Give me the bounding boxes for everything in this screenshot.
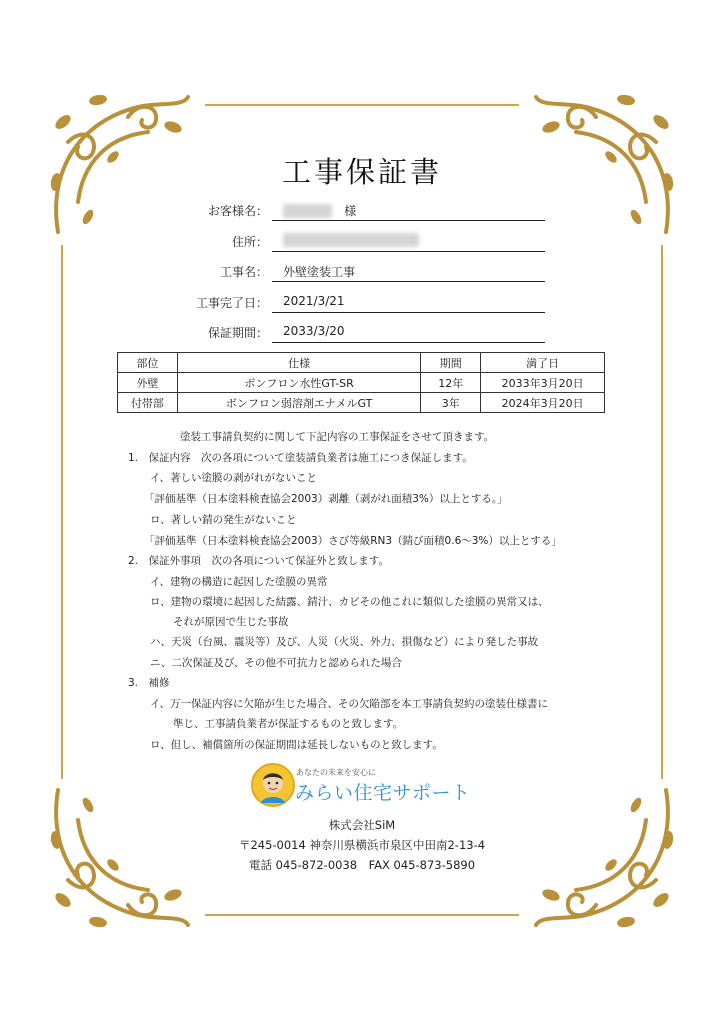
- section-1-heading: 1. 保証内容 次の各項について塗装請負業者は施工につき保証します。: [128, 452, 473, 464]
- table-cell: 付帯部: [118, 393, 178, 413]
- section-1-item-ro: ロ、著しい錆の発生がないこと: [150, 514, 297, 526]
- section-3-item-i-cont: 準じ、工事請負業者が保証するものと致します。: [173, 718, 404, 730]
- section-2-item-ha: ハ、天災（台風、震災等）及び、人災（火災、外力、損傷など）により発した事故: [150, 636, 539, 648]
- completion-underline: [272, 312, 545, 313]
- section-2-item-ro: ロ、建物の環境に起因した結露、錆汁、カビその他これに類似した塗膜の異常又は、: [150, 596, 549, 608]
- table-cell: 12年: [421, 373, 481, 393]
- warranty-value: 2033/3/20: [283, 324, 345, 338]
- section-1-item-i: イ、著しい塗膜の剥がれがないこと: [150, 472, 318, 484]
- address-label: 住所：: [231, 235, 268, 249]
- header-period: 期間: [421, 353, 481, 373]
- company-contact: 電話 045-872-0038 FAX 045-873-5890: [248, 858, 476, 872]
- table-header-row: [118, 353, 605, 373]
- warranty-underline: [272, 342, 545, 343]
- customer-underline: [272, 220, 545, 221]
- section-3-heading: 3. 補修: [128, 677, 170, 689]
- frame-top-line: [205, 104, 519, 106]
- header-spec: 仕様: [177, 353, 420, 373]
- table-cell: 外壁: [118, 373, 178, 393]
- table-cell: ボンフロン弱溶剤エナメルGT: [177, 393, 420, 413]
- customer-name-redacted: [283, 204, 332, 218]
- section-2-item-i: イ、建物の構造に起因した塗膜の異常: [150, 576, 328, 588]
- logo-brand-name: みらい住宅サポート: [295, 782, 471, 804]
- company-logo: [251, 763, 491, 813]
- header-expiry: 満了日: [481, 353, 605, 373]
- project-value: 外壁塗装工事: [283, 265, 356, 279]
- company-name: 株式会社SiM: [328, 818, 396, 832]
- warranty-label: 保証期間：: [207, 326, 268, 340]
- project-underline: [272, 281, 545, 282]
- project-field: [150, 259, 550, 283]
- table-cell: 2024年3月20日: [481, 393, 605, 413]
- section-1-item-i-standard: 「評価基準（日本塗料検査協会2003）剥離（剥がれ面積3%）以上とする。」: [144, 493, 508, 505]
- table-cell: 2033年3月20日: [481, 373, 605, 393]
- customer-label: お客様名：: [207, 204, 268, 218]
- section-3-item-ro: ロ、但し、補償箇所の保証期間は延長しないものと致します。: [150, 739, 443, 751]
- customer-value: [283, 202, 356, 219]
- table-cell: 3年: [421, 393, 481, 413]
- completion-value: 2021/3/21: [283, 294, 345, 308]
- warranty-field: [150, 320, 550, 344]
- section-2-heading: 2. 保証外事項 次の各項について保証外と致します。: [128, 555, 389, 567]
- section-1-item-ro-standard: 「評価基準（日本塗料検査協会2003）さび等級RN3（錆び面積0.6〜3%）以上とする」: [144, 535, 562, 547]
- table-cell: ボンフロン水性GT-SR: [177, 373, 420, 393]
- section-3-item-i: イ、万一保証内容に欠陥が生じた場合、その欠陥部を本工事請負契約の塗装仕様書に: [150, 698, 549, 710]
- table-row: [118, 393, 605, 413]
- mascot-avatar-icon: [251, 763, 295, 807]
- customer-honorific: 様: [344, 204, 357, 218]
- frame-bottom-line: [205, 914, 519, 916]
- customer-field: [150, 198, 550, 222]
- address-underline: [272, 251, 545, 252]
- section-2-item-ni: ニ、二次保証及び、その他不可抗力と認められた場合: [150, 657, 402, 669]
- frame-right-line: [661, 245, 663, 779]
- frame-left-line: [61, 245, 63, 779]
- certificate-title: 工事保証書: [281, 155, 442, 189]
- terms-intro: 塗装工事請負契約に関して下記内容の工事保証をさせて頂きます。: [180, 431, 495, 443]
- completion-field: [150, 290, 550, 314]
- table-row: [118, 373, 605, 393]
- address-field: [150, 229, 550, 253]
- spec-table: [117, 352, 605, 413]
- header-part: 部位: [118, 353, 178, 373]
- project-label: 工事名：: [219, 265, 268, 279]
- logo-tagline: あなたの未来を安心に: [296, 768, 376, 777]
- address-value-redacted: [283, 233, 419, 247]
- company-address: 〒245-0014 神奈川県横浜市泉区中田南2-13-4: [238, 838, 486, 852]
- completion-label: 工事完了日：: [195, 296, 268, 310]
- section-2-item-ro-cont: それが原因で生じた事故: [173, 616, 289, 628]
